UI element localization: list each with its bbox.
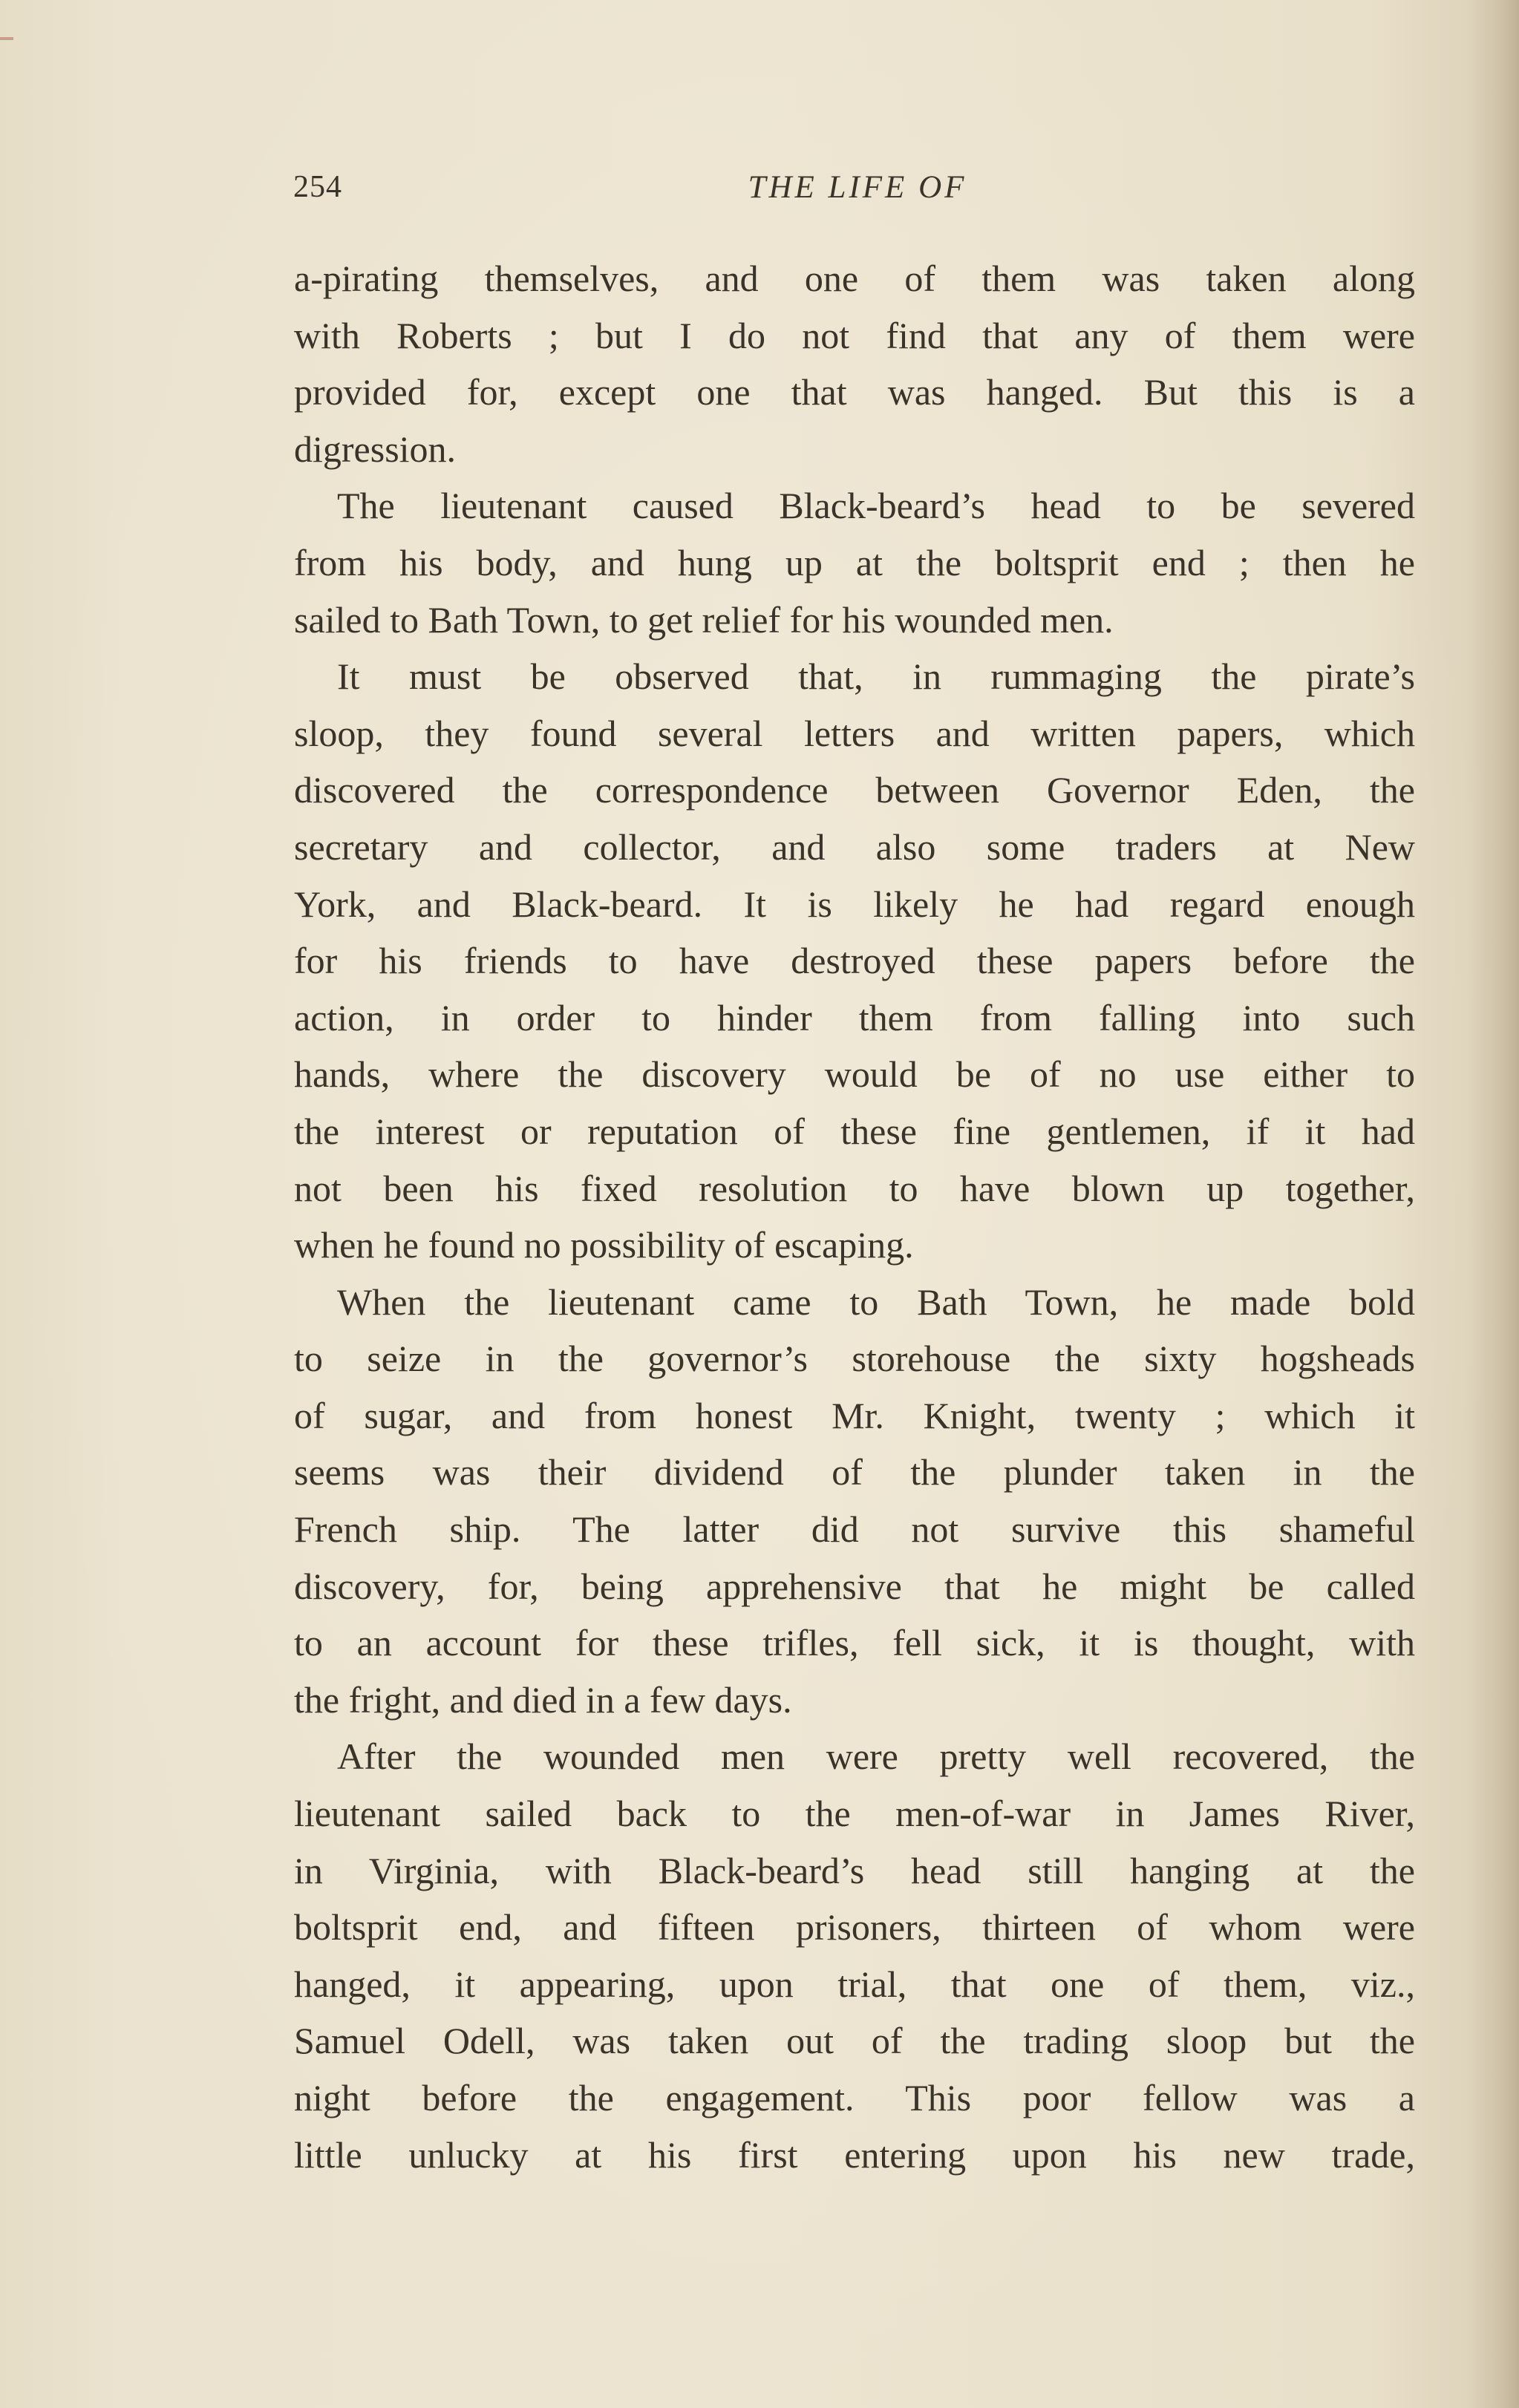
text-line: French ship. The latter did not survive this shameful (294, 1508, 1415, 1551)
text-line: The lieutenant caused Black-beard’s head to be severed (337, 485, 1415, 527)
text-line: not been his fixed resolution to have blown up together, (294, 1167, 1415, 1209)
page-header (293, 169, 1422, 221)
text-line: for his friends to have destroyed these papers before the (294, 940, 1415, 982)
text-line: It must be observed that, in rummaging the pirate’s (337, 655, 1415, 698)
text-line: hanged, it appearing, upon trial, that one of them, viz., (294, 1963, 1415, 2005)
text-line: secretary and collector, and also some traders at New (294, 825, 1415, 868)
body-text (294, 250, 1415, 2183)
text-line: a-pirating themselves, and one of them was taken along (294, 258, 1415, 299)
text-line: the fright, and died in a few days. (294, 1678, 792, 1721)
page-gutter-shadow (1467, 0, 1519, 2408)
text-line: with Roberts ; but I do not find that any of them were (294, 314, 1415, 356)
running-title: THE LIFE OF (748, 170, 967, 205)
text-line: little unlucky at his first entering upon his new trade, (294, 2133, 1415, 2176)
text-line: to seize in the governor’s storehouse the sixty hogsheads (294, 1338, 1415, 1380)
text-line: sloop, they found several letters and written papers, which (294, 712, 1415, 754)
text-line: provided for, except one that was hanged. But this is a (294, 371, 1415, 413)
text-line: hands, where the discovery would be of no use either to (294, 1053, 1415, 1096)
text-line: sailed to Bath Town, to get relief for his wounded men. (294, 598, 1114, 641)
text-line: boltsprit end, and fifteen prisoners, thirteen of whom were (294, 1906, 1415, 1949)
text-line: discovered the correspondence between Governor Eden, the (294, 769, 1415, 811)
text-line: from his body, and hung up at the boltsprit end ; then he (294, 541, 1415, 583)
text-line: to an account for these trifles, fell sick, it is thought, with (294, 1622, 1415, 1664)
text-line: the interest or reputation of these fine gentlemen, if it had (294, 1110, 1415, 1152)
text-line: lieutenant sailed back to the men-of-war in James River, (294, 1793, 1415, 1835)
scan-edge-mark (0, 37, 13, 40)
page-number: 254 (293, 170, 342, 204)
text-line: digression. (294, 428, 457, 470)
text-line: After the wounded men were pretty well recovered, the (337, 1735, 1415, 1778)
text-line: of sugar, and from honest Mr. Knight, twenty ; which it (294, 1394, 1415, 1436)
text-line: in Virginia, with Black-beard’s head still hanging at the (294, 1849, 1415, 1891)
text-line: night before the engagement. This poor fellow was a (294, 2077, 1415, 2119)
text-line: Samuel Odell, was taken out of the trading sloop but the (294, 2020, 1415, 2062)
text-line: seems was their dividend of the plunder taken in the (294, 1451, 1415, 1493)
text-line: action, in order to hinder them from falling into such (294, 996, 1415, 1038)
text-line: When the lieutenant came to Bath Town, he made bold (337, 1280, 1415, 1323)
text-line: discovery, for, being apprehensive that he might be called (294, 1565, 1415, 1607)
text-line: York, and Black-beard. It is likely he had regard enough (294, 883, 1415, 925)
text-line: when he found no possibility of escaping. (294, 1224, 914, 1266)
